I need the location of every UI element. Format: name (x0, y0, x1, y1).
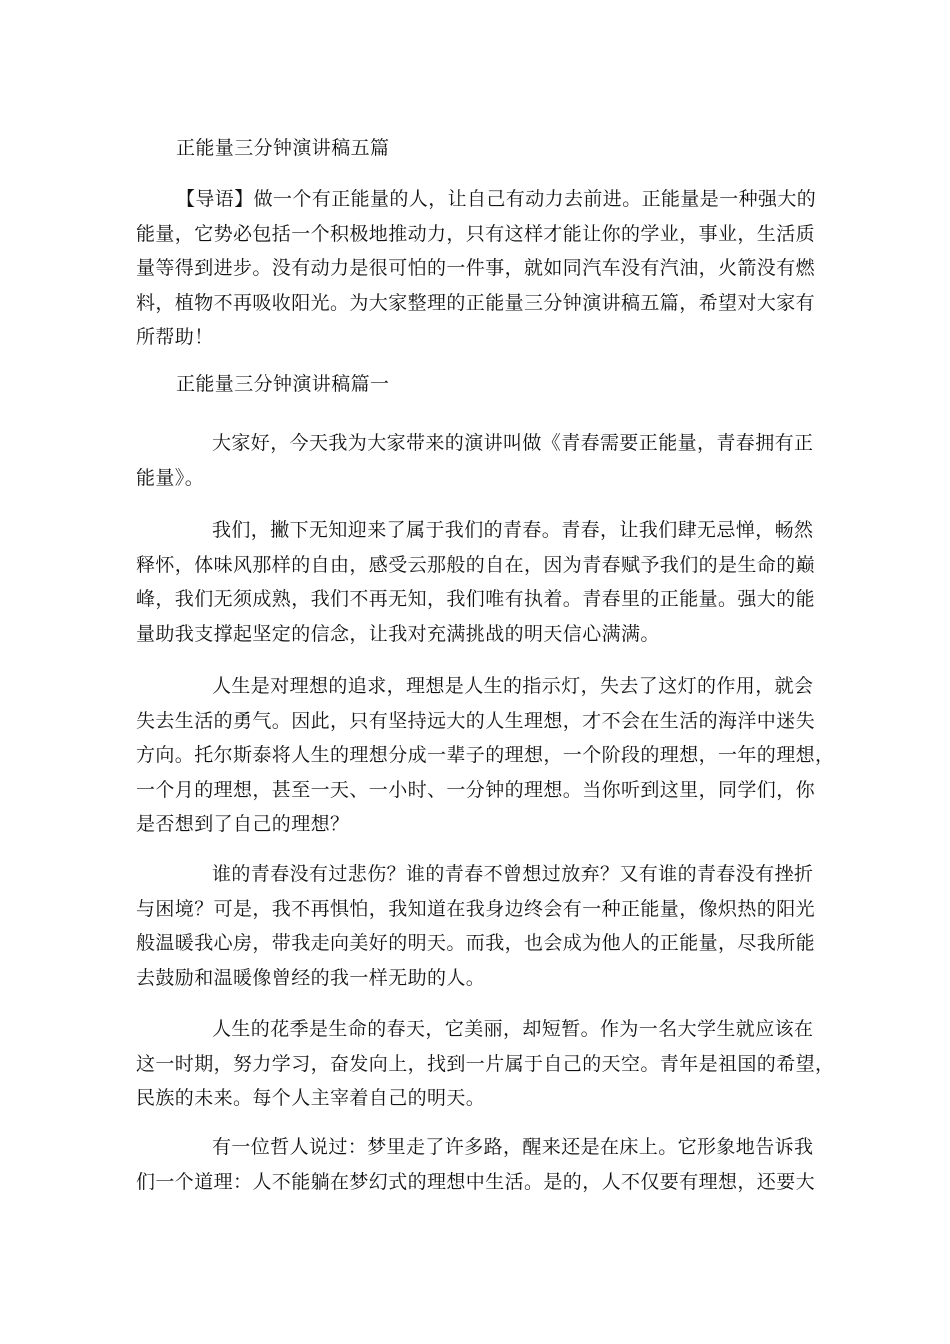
body-paragraph (136, 513, 816, 651)
text-line: 大家好，今天我为大家带来的演讲叫做《青春需要正能量，青春拥有正 (212, 432, 814, 454)
text-line: 人生的花季是生命的春天，它美丽，却短暂。作为一名大学生就应该在 (212, 1018, 814, 1040)
text-line: 这一时期，努力学习，奋发向上，找到一片属于自己的天空。青年是祖国的希望， (136, 1052, 835, 1075)
intro-paragraph (136, 182, 816, 355)
text-line: 一个月的理想，甚至一天、一小时、一分钟的理想。当你听到这里，同学们，你 (136, 778, 816, 801)
text-line: 能量，它势必包括一个积极地推动力，只有这样才能让你的学业，事业，生活质 (136, 222, 816, 245)
text-line: 量等得到进步。没有动力是很可怕的一件事，就如同汽车没有汽油，火箭没有燃 (136, 257, 816, 279)
text-line: 失去生活的勇气。因此，只有坚持远大的人生理想，才不会在生活的海洋中迷失 (136, 709, 816, 732)
section-heading (136, 367, 856, 402)
body-paragraph (136, 669, 835, 842)
text-line: 是否想到了自己的理想？ (136, 813, 350, 835)
text-line: 有一位哲人说过：梦里走了许多路，醒来还是在床上。它形象地告诉我 (212, 1136, 814, 1158)
title-text: 正能量三分钟演讲稿五篇 (176, 137, 390, 159)
text-line: 量助我支撑起坚定的信念，让我对充满挑战的明天信心满满。 (136, 622, 660, 645)
text-line: 【导语】做一个有正能量的人，让自己有动力去前进。正能量是一种强大的 (176, 188, 817, 210)
text-line: 所帮助！ (136, 326, 214, 348)
body-paragraph (136, 426, 816, 495)
text-line: 人生是对理想的追求，理想是人生的指示灯，失去了这灯的作用，就会 (212, 675, 814, 697)
text-line: 释怀，体味风那样的自由，感受云那般的自在，因为青春赋予我们的是生命的巅 (136, 553, 816, 576)
body-paragraph (136, 1130, 816, 1199)
text-line: 能量》。 (136, 466, 205, 489)
text-line: 般温暖我心房，带我走向美好的明天。而我，也会成为他人的正能量，尽我所能 (136, 932, 816, 954)
text-line: 我们，撇下无知迎来了属于我们的青春。青春，让我们肆无忌惮，畅然 (212, 519, 814, 541)
body-paragraph (136, 1012, 835, 1116)
text-line: 民族的未来。每个人主宰着自己的明天。 (136, 1087, 486, 1109)
text-line: 们一个道理：人不能躺在梦幻式的理想中生活。是的，人不仅要有理想，还要大 (136, 1170, 816, 1193)
text-line: 方向。托尔斯泰将人生的理想分成一辈子的理想，一个阶段的理想，一年的理想， (136, 744, 835, 766)
text-line: 去鼓励和温暖像曾经的我一样无助的人。 (136, 966, 486, 989)
text-line: 与困境？可是，我不再惧怕，我知道在我身边终会有一种正能量，像炽热的阳光 (136, 897, 816, 920)
body-paragraph (136, 857, 816, 995)
text-line: 峰，我们无须成熟，我们不再无知，我们唯有执着。青春里的正能量。强大的能 (136, 588, 816, 610)
section-heading-text: 正能量三分钟演讲稿篇一 (176, 373, 390, 395)
text-line: 谁的青春没有过悲伤？谁的青春不曾想过放弃？又有谁的青春没有挫折 (212, 863, 814, 885)
document-title (136, 131, 856, 166)
text-line: 料，植物不再吸收阳光。为大家整理的正能量三分钟演讲稿五篇，希望对大家有 (136, 291, 816, 314)
